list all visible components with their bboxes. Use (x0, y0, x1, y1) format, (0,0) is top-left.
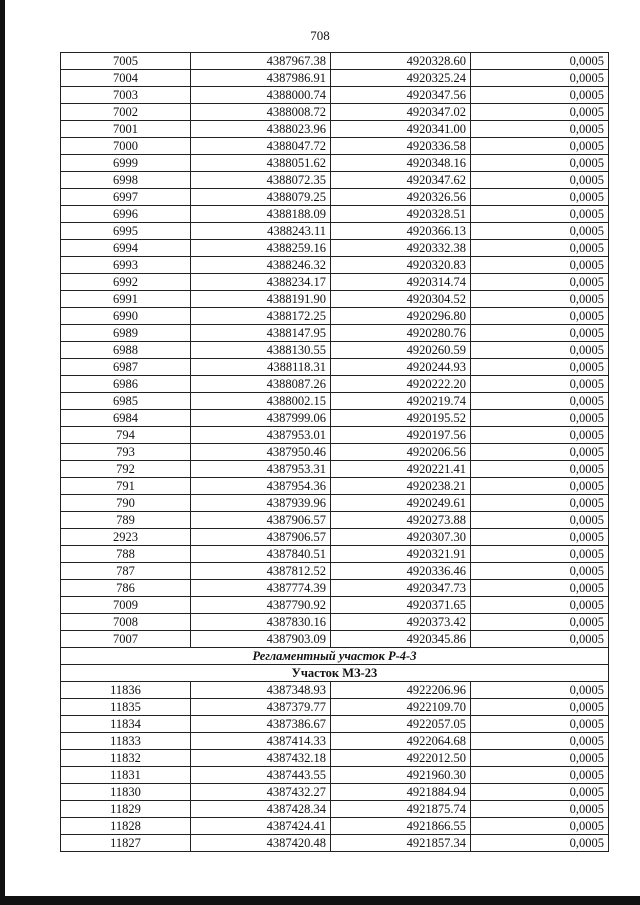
point-number-cell: 794 (61, 427, 191, 444)
x-coordinate-cell: 4387812.52 (191, 563, 331, 580)
error-value-cell: 0,0005 (471, 308, 609, 325)
y-coordinate-cell: 4920373.42 (331, 614, 471, 631)
error-value-cell: 0,0005 (471, 121, 609, 138)
table-row (61, 325, 609, 342)
table-row (61, 376, 609, 393)
table-row (61, 478, 609, 495)
x-coordinate-cell: 4388000.74 (191, 87, 331, 104)
table-row (61, 342, 609, 359)
table-row (61, 223, 609, 240)
x-coordinate-cell: 4387348.93 (191, 682, 331, 699)
x-coordinate-cell: 4388047.72 (191, 138, 331, 155)
x-coordinate-cell: 4388072.35 (191, 172, 331, 189)
error-value-cell: 0,0005 (471, 495, 609, 512)
x-coordinate-cell: 4387432.18 (191, 750, 331, 767)
y-coordinate-cell: 4920280.76 (331, 325, 471, 342)
y-coordinate-cell: 4920244.93 (331, 359, 471, 376)
x-coordinate-cell: 4387953.01 (191, 427, 331, 444)
table-row (61, 138, 609, 155)
y-coordinate-cell: 4920304.52 (331, 291, 471, 308)
error-value-cell: 0,0005 (471, 410, 609, 427)
y-coordinate-cell: 4920307.30 (331, 529, 471, 546)
y-coordinate-cell: 4920347.62 (331, 172, 471, 189)
table-row (61, 121, 609, 138)
point-number-cell: 6994 (61, 240, 191, 257)
x-coordinate-cell: 4388259.16 (191, 240, 331, 257)
point-number-cell: 6997 (61, 189, 191, 206)
point-number-cell: 11827 (61, 835, 191, 852)
table-row (61, 784, 609, 801)
point-number-cell: 11833 (61, 733, 191, 750)
subsection-header-row (61, 665, 609, 682)
point-number-cell: 787 (61, 563, 191, 580)
error-value-cell: 0,0005 (471, 240, 609, 257)
y-coordinate-cell: 4920336.46 (331, 563, 471, 580)
x-coordinate-cell: 4387999.06 (191, 410, 331, 427)
error-value-cell: 0,0005 (471, 461, 609, 478)
error-value-cell: 0,0005 (471, 529, 609, 546)
table-row (61, 189, 609, 206)
x-coordinate-cell: 4388234.17 (191, 274, 331, 291)
section-title: Регламентный участок Р-4-3 (61, 648, 609, 665)
error-value-cell: 0,0005 (471, 342, 609, 359)
x-coordinate-cell: 4388172.25 (191, 308, 331, 325)
error-value-cell: 0,0005 (471, 325, 609, 342)
table-body-top (61, 53, 609, 648)
error-value-cell: 0,0005 (471, 138, 609, 155)
y-coordinate-cell: 4921884.94 (331, 784, 471, 801)
y-coordinate-cell: 4920238.21 (331, 478, 471, 495)
x-coordinate-cell: 4387986.91 (191, 70, 331, 87)
x-coordinate-cell: 4388051.62 (191, 155, 331, 172)
x-coordinate-cell: 4388243.11 (191, 223, 331, 240)
table-row (61, 53, 609, 70)
error-value-cell: 0,0005 (471, 444, 609, 461)
table-row (61, 614, 609, 631)
x-coordinate-cell: 4387950.46 (191, 444, 331, 461)
table-section-headers (61, 648, 609, 682)
table-row (61, 529, 609, 546)
y-coordinate-cell: 4920249.61 (331, 495, 471, 512)
error-value-cell: 0,0005 (471, 87, 609, 104)
x-coordinate-cell: 4387906.57 (191, 529, 331, 546)
table-row (61, 580, 609, 597)
point-number-cell: 11835 (61, 699, 191, 716)
error-value-cell: 0,0005 (471, 801, 609, 818)
table-row (61, 801, 609, 818)
error-value-cell: 0,0005 (471, 767, 609, 784)
y-coordinate-cell: 4920332.38 (331, 240, 471, 257)
x-coordinate-cell: 4388008.72 (191, 104, 331, 121)
error-value-cell: 0,0005 (471, 818, 609, 835)
y-coordinate-cell: 4920195.52 (331, 410, 471, 427)
point-number-cell: 791 (61, 478, 191, 495)
coordinates-table (60, 52, 609, 852)
y-coordinate-cell: 4920371.65 (331, 597, 471, 614)
y-coordinate-cell: 4920347.56 (331, 87, 471, 104)
point-number-cell: 11828 (61, 818, 191, 835)
table-row (61, 597, 609, 614)
error-value-cell: 0,0005 (471, 631, 609, 648)
x-coordinate-cell: 4387939.96 (191, 495, 331, 512)
x-coordinate-cell: 4388118.31 (191, 359, 331, 376)
point-number-cell: 7007 (61, 631, 191, 648)
y-coordinate-cell: 4920326.56 (331, 189, 471, 206)
point-number-cell: 6999 (61, 155, 191, 172)
x-coordinate-cell: 4388079.25 (191, 189, 331, 206)
table-row (61, 461, 609, 478)
table-row (61, 495, 609, 512)
x-coordinate-cell: 4387386.67 (191, 716, 331, 733)
table-row (61, 87, 609, 104)
error-value-cell: 0,0005 (471, 53, 609, 70)
error-value-cell: 0,0005 (471, 223, 609, 240)
table-row (61, 750, 609, 767)
point-number-cell: 6985 (61, 393, 191, 410)
y-coordinate-cell: 4920314.74 (331, 274, 471, 291)
error-value-cell: 0,0005 (471, 376, 609, 393)
y-coordinate-cell: 4920328.60 (331, 53, 471, 70)
y-coordinate-cell: 4920347.73 (331, 580, 471, 597)
section-header-row (61, 648, 609, 665)
y-coordinate-cell: 4920341.00 (331, 121, 471, 138)
point-number-cell: 6996 (61, 206, 191, 223)
page-number: 708 (310, 28, 330, 43)
point-number-cell: 11830 (61, 784, 191, 801)
table-row (61, 257, 609, 274)
table-row (61, 444, 609, 461)
x-coordinate-cell: 4387420.48 (191, 835, 331, 852)
x-coordinate-cell: 4388087.26 (191, 376, 331, 393)
y-coordinate-cell: 4920348.16 (331, 155, 471, 172)
point-number-cell: 11836 (61, 682, 191, 699)
error-value-cell: 0,0005 (471, 274, 609, 291)
table-row (61, 767, 609, 784)
x-coordinate-cell: 4388023.96 (191, 121, 331, 138)
table-row (61, 682, 609, 699)
y-coordinate-cell: 4920325.24 (331, 70, 471, 87)
table-row (61, 410, 609, 427)
point-number-cell: 6995 (61, 223, 191, 240)
point-number-cell: 6993 (61, 257, 191, 274)
point-number-cell: 6987 (61, 359, 191, 376)
error-value-cell: 0,0005 (471, 563, 609, 580)
error-value-cell: 0,0005 (471, 104, 609, 121)
error-value-cell: 0,0005 (471, 393, 609, 410)
error-value-cell: 0,0005 (471, 699, 609, 716)
table-row (61, 716, 609, 733)
table-row (61, 308, 609, 325)
error-value-cell: 0,0005 (471, 291, 609, 308)
scan-edge-bottom (0, 896, 640, 905)
error-value-cell: 0,0005 (471, 189, 609, 206)
y-coordinate-cell: 4922012.50 (331, 750, 471, 767)
y-coordinate-cell: 4921866.55 (331, 818, 471, 835)
x-coordinate-cell: 4387903.09 (191, 631, 331, 648)
table-row (61, 427, 609, 444)
y-coordinate-cell: 4920345.86 (331, 631, 471, 648)
error-value-cell: 0,0005 (471, 512, 609, 529)
y-coordinate-cell: 4921960.30 (331, 767, 471, 784)
y-coordinate-cell: 4920321.91 (331, 546, 471, 563)
error-value-cell: 0,0005 (471, 597, 609, 614)
x-coordinate-cell: 4387424.41 (191, 818, 331, 835)
x-coordinate-cell: 4387428.34 (191, 801, 331, 818)
point-number-cell: 6990 (61, 308, 191, 325)
y-coordinate-cell: 4921857.34 (331, 835, 471, 852)
point-number-cell: 6998 (61, 172, 191, 189)
x-coordinate-cell: 4387953.31 (191, 461, 331, 478)
y-coordinate-cell: 4920219.74 (331, 393, 471, 410)
point-number-cell: 789 (61, 512, 191, 529)
table-body-bottom (61, 682, 609, 852)
error-value-cell: 0,0005 (471, 733, 609, 750)
point-number-cell: 2923 (61, 529, 191, 546)
table-row (61, 546, 609, 563)
x-coordinate-cell: 4387954.36 (191, 478, 331, 495)
x-coordinate-cell: 4387774.39 (191, 580, 331, 597)
error-value-cell: 0,0005 (471, 206, 609, 223)
table-row (61, 172, 609, 189)
y-coordinate-cell: 4922206.96 (331, 682, 471, 699)
y-coordinate-cell: 4920221.41 (331, 461, 471, 478)
table-row (61, 70, 609, 87)
table-row (61, 359, 609, 376)
error-value-cell: 0,0005 (471, 580, 609, 597)
point-number-cell: 788 (61, 546, 191, 563)
point-number-cell: 6986 (61, 376, 191, 393)
table-row (61, 733, 609, 750)
x-coordinate-cell: 4388147.95 (191, 325, 331, 342)
x-coordinate-cell: 4387906.57 (191, 512, 331, 529)
table-row (61, 818, 609, 835)
y-coordinate-cell: 4920347.02 (331, 104, 471, 121)
error-value-cell: 0,0005 (471, 172, 609, 189)
y-coordinate-cell: 4921875.74 (331, 801, 471, 818)
y-coordinate-cell: 4922057.05 (331, 716, 471, 733)
point-number-cell: 6984 (61, 410, 191, 427)
error-value-cell: 0,0005 (471, 682, 609, 699)
x-coordinate-cell: 4387414.33 (191, 733, 331, 750)
y-coordinate-cell: 4920366.13 (331, 223, 471, 240)
y-coordinate-cell: 4920320.83 (331, 257, 471, 274)
table-row (61, 240, 609, 257)
x-coordinate-cell: 4388002.15 (191, 393, 331, 410)
point-number-cell: 7001 (61, 121, 191, 138)
error-value-cell: 0,0005 (471, 784, 609, 801)
x-coordinate-cell: 4387443.55 (191, 767, 331, 784)
point-number-cell: 7005 (61, 53, 191, 70)
table-row (61, 206, 609, 223)
y-coordinate-cell: 4922064.68 (331, 733, 471, 750)
error-value-cell: 0,0005 (471, 70, 609, 87)
point-number-cell: 790 (61, 495, 191, 512)
point-number-cell: 7009 (61, 597, 191, 614)
point-number-cell: 7000 (61, 138, 191, 155)
point-number-cell: 11834 (61, 716, 191, 733)
point-number-cell: 11829 (61, 801, 191, 818)
y-coordinate-cell: 4920336.58 (331, 138, 471, 155)
table-row (61, 563, 609, 580)
point-number-cell: 793 (61, 444, 191, 461)
point-number-cell: 7004 (61, 70, 191, 87)
point-number-cell: 11832 (61, 750, 191, 767)
y-coordinate-cell: 4920206.56 (331, 444, 471, 461)
y-coordinate-cell: 4920222.20 (331, 376, 471, 393)
y-coordinate-cell: 4920273.88 (331, 512, 471, 529)
error-value-cell: 0,0005 (471, 546, 609, 563)
point-number-cell: 792 (61, 461, 191, 478)
x-coordinate-cell: 4388246.32 (191, 257, 331, 274)
x-coordinate-cell: 4388188.09 (191, 206, 331, 223)
y-coordinate-cell: 4920296.80 (331, 308, 471, 325)
error-value-cell: 0,0005 (471, 427, 609, 444)
x-coordinate-cell: 4387379.77 (191, 699, 331, 716)
y-coordinate-cell: 4920197.56 (331, 427, 471, 444)
x-coordinate-cell: 4388130.55 (191, 342, 331, 359)
point-number-cell: 7003 (61, 87, 191, 104)
x-coordinate-cell: 4387840.51 (191, 546, 331, 563)
error-value-cell: 0,0005 (471, 614, 609, 631)
x-coordinate-cell: 4387790.92 (191, 597, 331, 614)
point-number-cell: 11831 (61, 767, 191, 784)
error-value-cell: 0,0005 (471, 750, 609, 767)
error-value-cell: 0,0005 (471, 155, 609, 172)
table-row (61, 631, 609, 648)
x-coordinate-cell: 4387432.27 (191, 784, 331, 801)
x-coordinate-cell: 4387967.38 (191, 53, 331, 70)
point-number-cell: 7002 (61, 104, 191, 121)
point-number-cell: 6989 (61, 325, 191, 342)
x-coordinate-cell: 4388191.90 (191, 291, 331, 308)
y-coordinate-cell: 4922109.70 (331, 699, 471, 716)
table-row (61, 274, 609, 291)
x-coordinate-cell: 4387830.16 (191, 614, 331, 631)
error-value-cell: 0,0005 (471, 478, 609, 495)
table-row (61, 512, 609, 529)
table-row (61, 104, 609, 121)
point-number-cell: 786 (61, 580, 191, 597)
table-row (61, 291, 609, 308)
y-coordinate-cell: 4920328.51 (331, 206, 471, 223)
error-value-cell: 0,0005 (471, 359, 609, 376)
point-number-cell: 6991 (61, 291, 191, 308)
error-value-cell: 0,0005 (471, 716, 609, 733)
table-row (61, 699, 609, 716)
point-number-cell: 6992 (61, 274, 191, 291)
scan-edge-left (0, 0, 5, 905)
point-number-cell: 7008 (61, 614, 191, 631)
point-number-cell: 6988 (61, 342, 191, 359)
table-row (61, 835, 609, 852)
y-coordinate-cell: 4920260.59 (331, 342, 471, 359)
table-row (61, 393, 609, 410)
table-row (61, 155, 609, 172)
error-value-cell: 0,0005 (471, 257, 609, 274)
error-value-cell: 0,0005 (471, 835, 609, 852)
subsection-title: Участок МЗ-23 (61, 665, 609, 682)
